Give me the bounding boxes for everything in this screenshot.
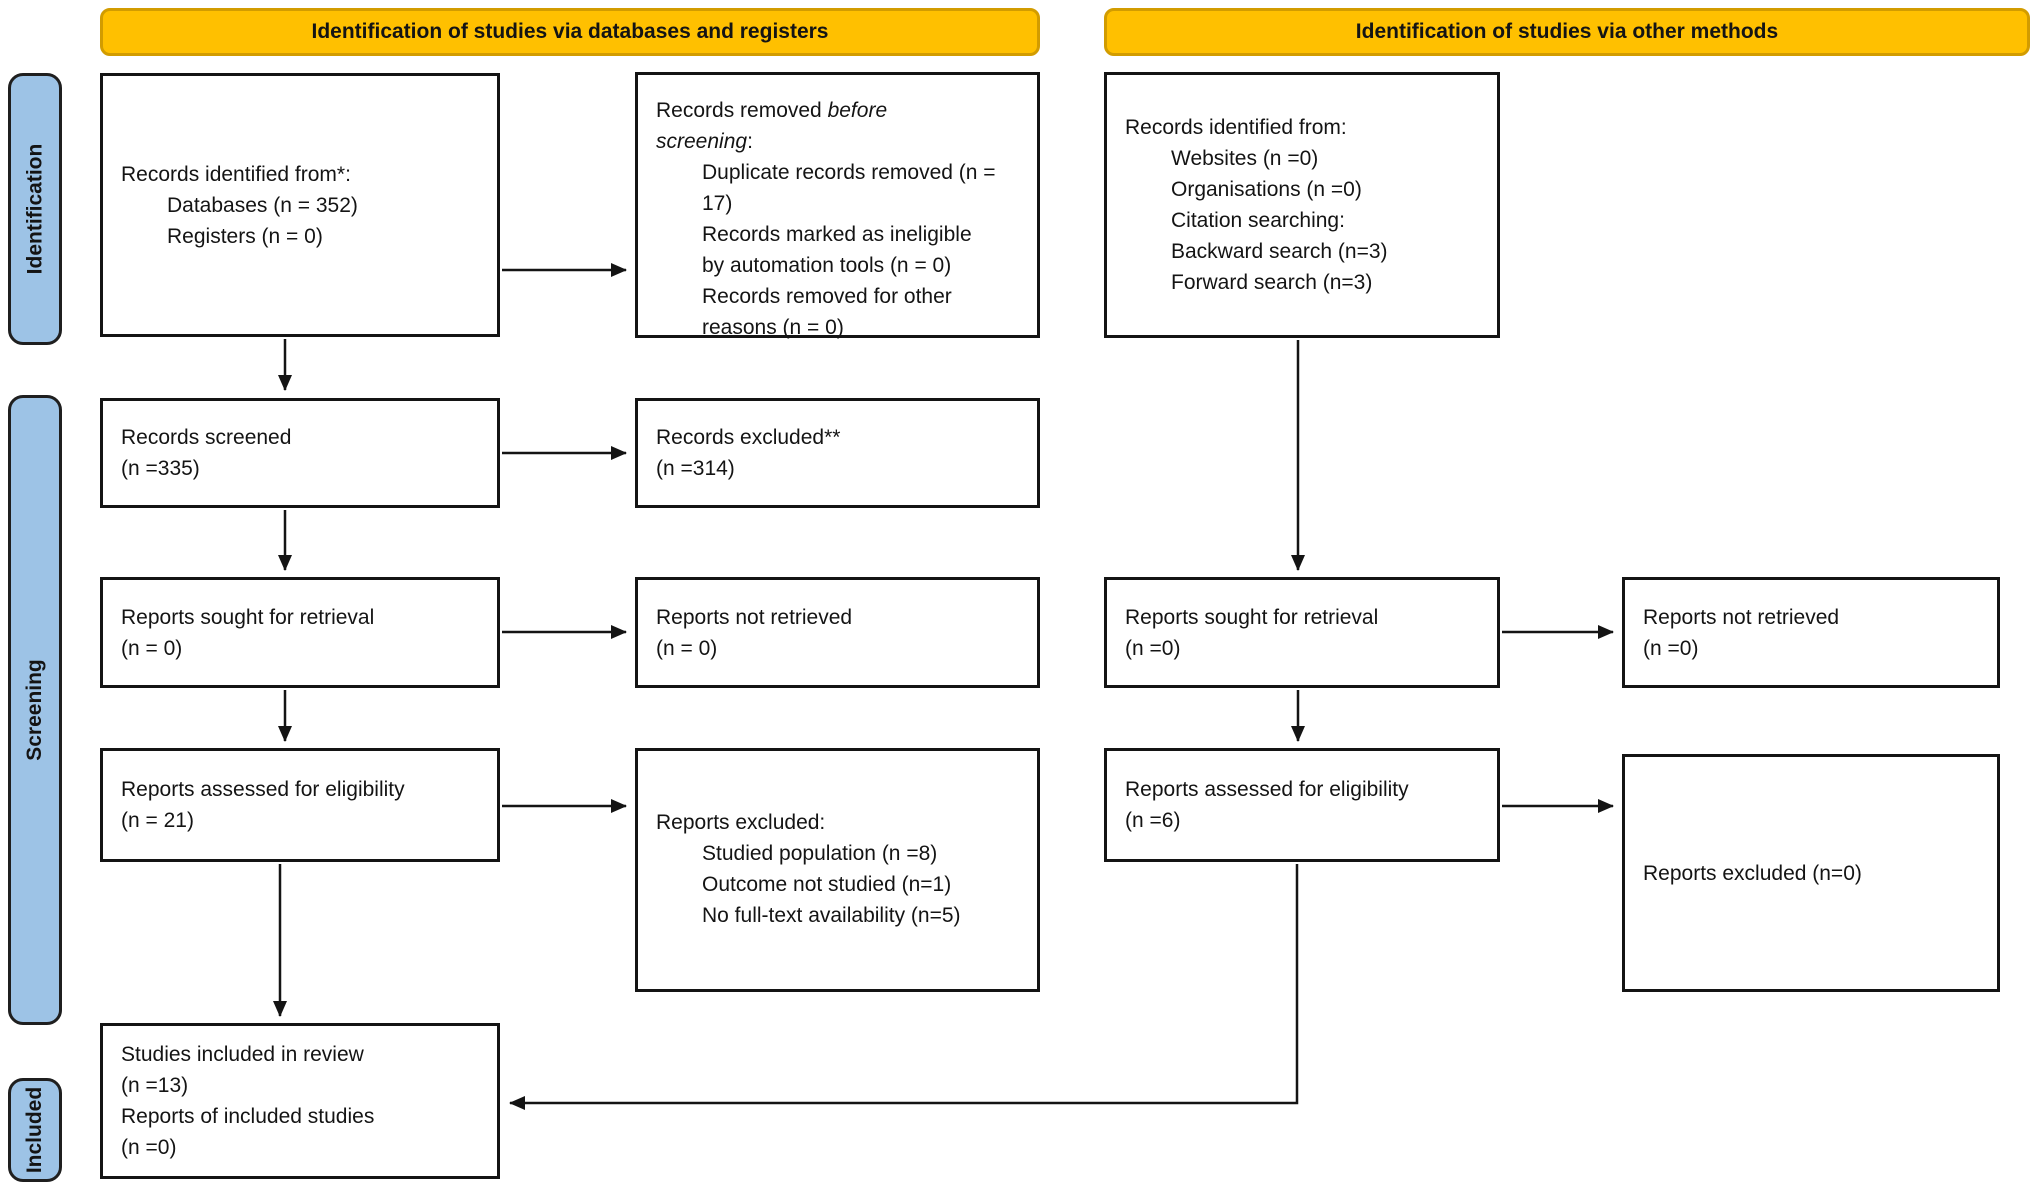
box-line: (n =0): [121, 1136, 177, 1159]
box-line: Reports assessed for eligibility: [121, 778, 405, 801]
box-item: Websites (n =0): [1171, 147, 1319, 170]
box-reports-sought-databases: [100, 577, 500, 688]
box-records-screened: [100, 398, 500, 508]
box-line: Reports assessed for eligibility: [1125, 778, 1409, 801]
stage-included-label: Included: [23, 1086, 46, 1174]
stage-screening: [8, 395, 62, 1025]
box-item: Databases (n = 352): [167, 193, 358, 217]
box-item: No full-text availability (n=5): [702, 904, 961, 927]
box-line: Reports not retrieved: [1643, 605, 1840, 629]
box-line: Reports sought for retrieval: [1125, 605, 1379, 629]
box-line: (n =13): [121, 1074, 189, 1097]
header-other-methods: [1104, 8, 2030, 56]
box-records-identified-other: [1104, 72, 1500, 338]
box-line: (n = 0): [656, 636, 718, 660]
stage-included: [8, 1078, 62, 1182]
box-line: Reports excluded (n=0): [1643, 861, 1862, 885]
stage-identification: [8, 73, 62, 345]
box-title: Records identified from*:: [121, 162, 351, 186]
box-item: Studied population (n =8): [702, 842, 938, 865]
box-line: (n = 0): [121, 636, 183, 660]
header-databases-registers-label: Identification of studies via databases and registers: [311, 20, 829, 43]
title-italic: before: [827, 99, 888, 122]
box-item: Records marked as ineligible by automation tools (n = 0): [702, 223, 972, 277]
box-item: Outcome not studied (n=1): [702, 873, 952, 896]
title-italic: screening: [656, 130, 748, 153]
box-reports-not-retrieved-other: [1622, 577, 2000, 688]
box-records-removed: [635, 72, 1040, 338]
box-reports-sought-other: [1104, 577, 1500, 688]
box-line: (n =0): [1643, 636, 1699, 660]
box-line: Reports not retrieved: [656, 605, 853, 629]
box-reports-excluded-databases: [635, 748, 1040, 992]
box-line: (n = 21): [121, 809, 194, 832]
box-reports-excluded-other: [1622, 754, 2000, 992]
box-title: Records identified from:: [1125, 116, 1347, 139]
box-item: Duplicate records removed (n = 17): [702, 161, 996, 215]
box-records-identified-databases: [100, 73, 500, 337]
box-title: [656, 95, 997, 157]
header-databases-registers: [100, 8, 1040, 56]
box-item: Organisations (n =0): [1171, 178, 1362, 201]
box-reports-not-retrieved-databases: [635, 577, 1040, 688]
title-normal: Records removed: [656, 99, 828, 122]
box-line: Reports of included studies: [121, 1105, 375, 1128]
box-line: Records screened: [121, 426, 292, 449]
box-item: Citation searching:: [1171, 209, 1345, 232]
box-title: Reports excluded:: [656, 811, 826, 834]
box-reports-assessed-databases: [100, 748, 500, 862]
box-item: Backward search (n=3): [1171, 240, 1388, 263]
box-studies-included: [100, 1023, 500, 1179]
box-line: Reports sought for retrieval: [121, 605, 375, 629]
header-other-methods-label: Identification of studies via other methods: [1355, 20, 1779, 43]
box-item: Registers (n = 0): [167, 224, 323, 248]
box-line: (n =335): [121, 457, 200, 480]
box-reports-assessed-other: [1104, 748, 1500, 862]
box-item: Forward search (n=3): [1171, 271, 1373, 294]
box-records-excluded: [635, 398, 1040, 508]
box-line: (n =314): [656, 457, 735, 480]
box-item: Records removed for other reasons (n = 0): [702, 285, 952, 339]
stage-screening-label: Screening: [23, 659, 47, 761]
box-line: Studies included in review: [121, 1043, 364, 1066]
box-line: (n =6): [1125, 809, 1181, 832]
box-line: Records excluded**: [656, 426, 841, 449]
box-line: (n =0): [1125, 636, 1181, 660]
title-normal: :: [747, 130, 753, 153]
stage-identification-label: Identification: [23, 143, 47, 275]
